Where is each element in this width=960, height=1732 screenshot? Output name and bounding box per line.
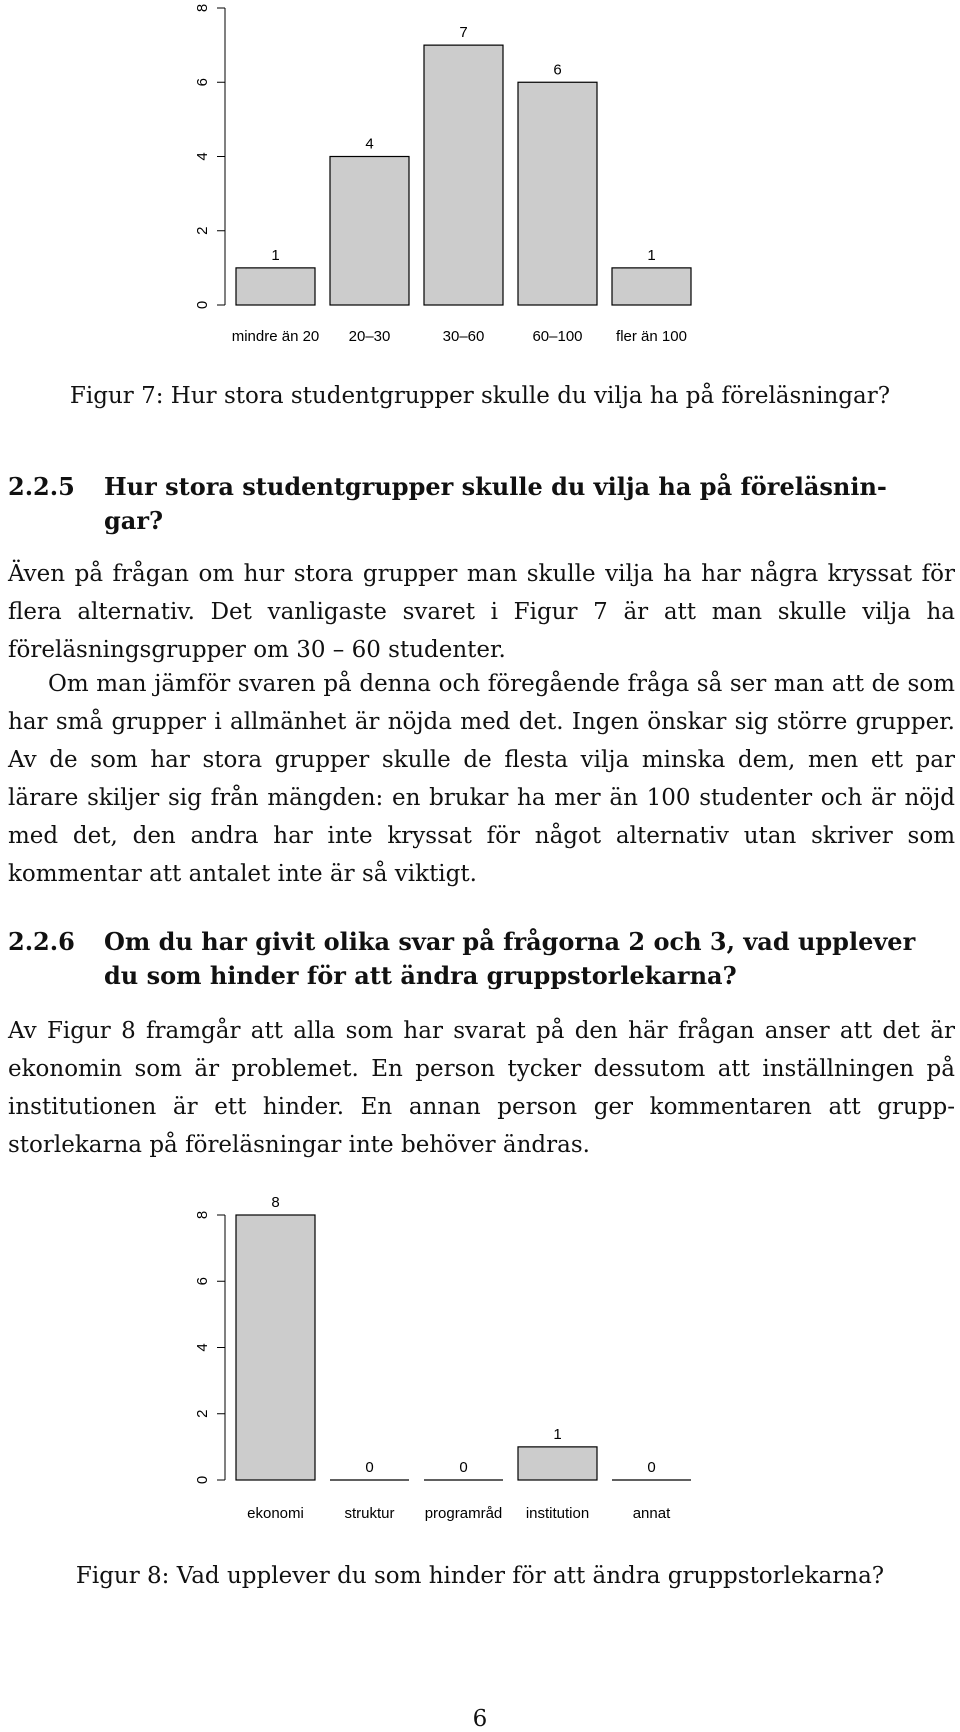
category-label: 30–60 — [442, 328, 485, 345]
bar — [330, 157, 409, 306]
section-number: 2.2.5 — [8, 472, 75, 501]
bar — [518, 82, 597, 305]
figure-8-bar-chart — [0, 1190, 960, 1540]
category-label: institution — [525, 1505, 590, 1522]
y-tick-label: 4 — [194, 1343, 211, 1352]
bar — [518, 1447, 597, 1480]
paragraph: Om man jämför svaren på denna och föregående fråga så ser man att de som har små grupper i allmänhet är nöjda med det. Ingen önskar sig större grupper. Av de som har stora grupper skulle de flesta vilja minska dem, men ett par lärare skiljer sig från mängden: en brukar ha mer än 100 studenter och är nöjd med det, den andra har inte kryssat för något alternativ utan skriver som kommentar att antalet inte är så viktigt. — [8, 671, 955, 887]
bar-value-label: 7 — [459, 24, 468, 42]
bar — [236, 1215, 315, 1480]
y-tick-label: 4 — [194, 152, 211, 161]
figure-8-caption: Figur 8: Vad upplever du som hinder för att ändra gruppstorlekarna? — [75, 1563, 885, 1589]
section-title: Om du har givit olika svar på frågorna 2 och 3, vad upplever du som hinder för att ändra gruppstorlekarna? — [104, 927, 916, 990]
bar-value-label: 1 — [271, 246, 280, 264]
bar-value-label: 0 — [365, 1459, 374, 1476]
bar — [236, 268, 315, 305]
bar — [424, 45, 503, 305]
y-tick-label: 6 — [194, 1277, 211, 1286]
paragraph: Av Figur 8 framgår att alla som har svarat på den här frågan anser att det är ekonomin som är problemet. En person tycker dessutom att inställningen på institutionen är ett hinder. En annan person ger kommentaren att grupp- storlekarna på föreläsningar inte behöver ändras. — [8, 1018, 955, 1158]
page-number: 6 — [472, 1706, 488, 1732]
category-label: ekonomi — [247, 1505, 304, 1522]
bar-value-label: 6 — [553, 61, 562, 79]
bar-value-label: 8 — [271, 1194, 280, 1211]
category-label: annat — [632, 1505, 671, 1522]
section-number: 2.2.6 — [8, 927, 75, 956]
bar-value-label: 1 — [553, 1425, 562, 1443]
section-2-2-6-heading — [8, 925, 953, 993]
category-label: 20–30 — [348, 328, 391, 345]
bar-value-label: 0 — [459, 1459, 468, 1476]
y-tick-label: 2 — [194, 1409, 211, 1418]
category-label: 60–100 — [532, 328, 583, 345]
figure-7-bar-chart — [0, 0, 960, 350]
bar-value-label: 1 — [647, 246, 656, 264]
y-tick-label: 8 — [194, 1210, 211, 1220]
y-tick-label: 6 — [194, 78, 211, 87]
section-title: Hur stora studentgrupper skulle du vilja ha på föreläsnin- gar? — [104, 472, 887, 535]
y-tick-label: 0 — [194, 1475, 211, 1485]
y-tick-label: 0 — [194, 300, 211, 310]
section-2-2-5-heading — [8, 470, 953, 538]
category-label: mindre än 20 — [231, 328, 320, 345]
bar-value-label: 4 — [365, 135, 374, 153]
category-label: programråd — [424, 1505, 503, 1522]
y-tick-label: 8 — [194, 3, 211, 13]
figure-7-caption: Figur 7: Hur stora studentgrupper skulle du vilja ha på föreläsningar? — [69, 383, 891, 409]
bar — [612, 268, 691, 305]
bar-value-label: 0 — [647, 1459, 656, 1476]
category-label: struktur — [344, 1505, 395, 1522]
paragraph: Även på frågan om hur stora grupper man skulle vilja ha har några kryssat för flera alternativ. Det vanligaste svaret i Figur 7 är att man skulle vilja ha föreläsningsgrupper om 30 – 60 studenter. — [8, 561, 955, 663]
category-label: fler än 100 — [616, 328, 687, 345]
y-tick-label: 2 — [194, 226, 211, 235]
